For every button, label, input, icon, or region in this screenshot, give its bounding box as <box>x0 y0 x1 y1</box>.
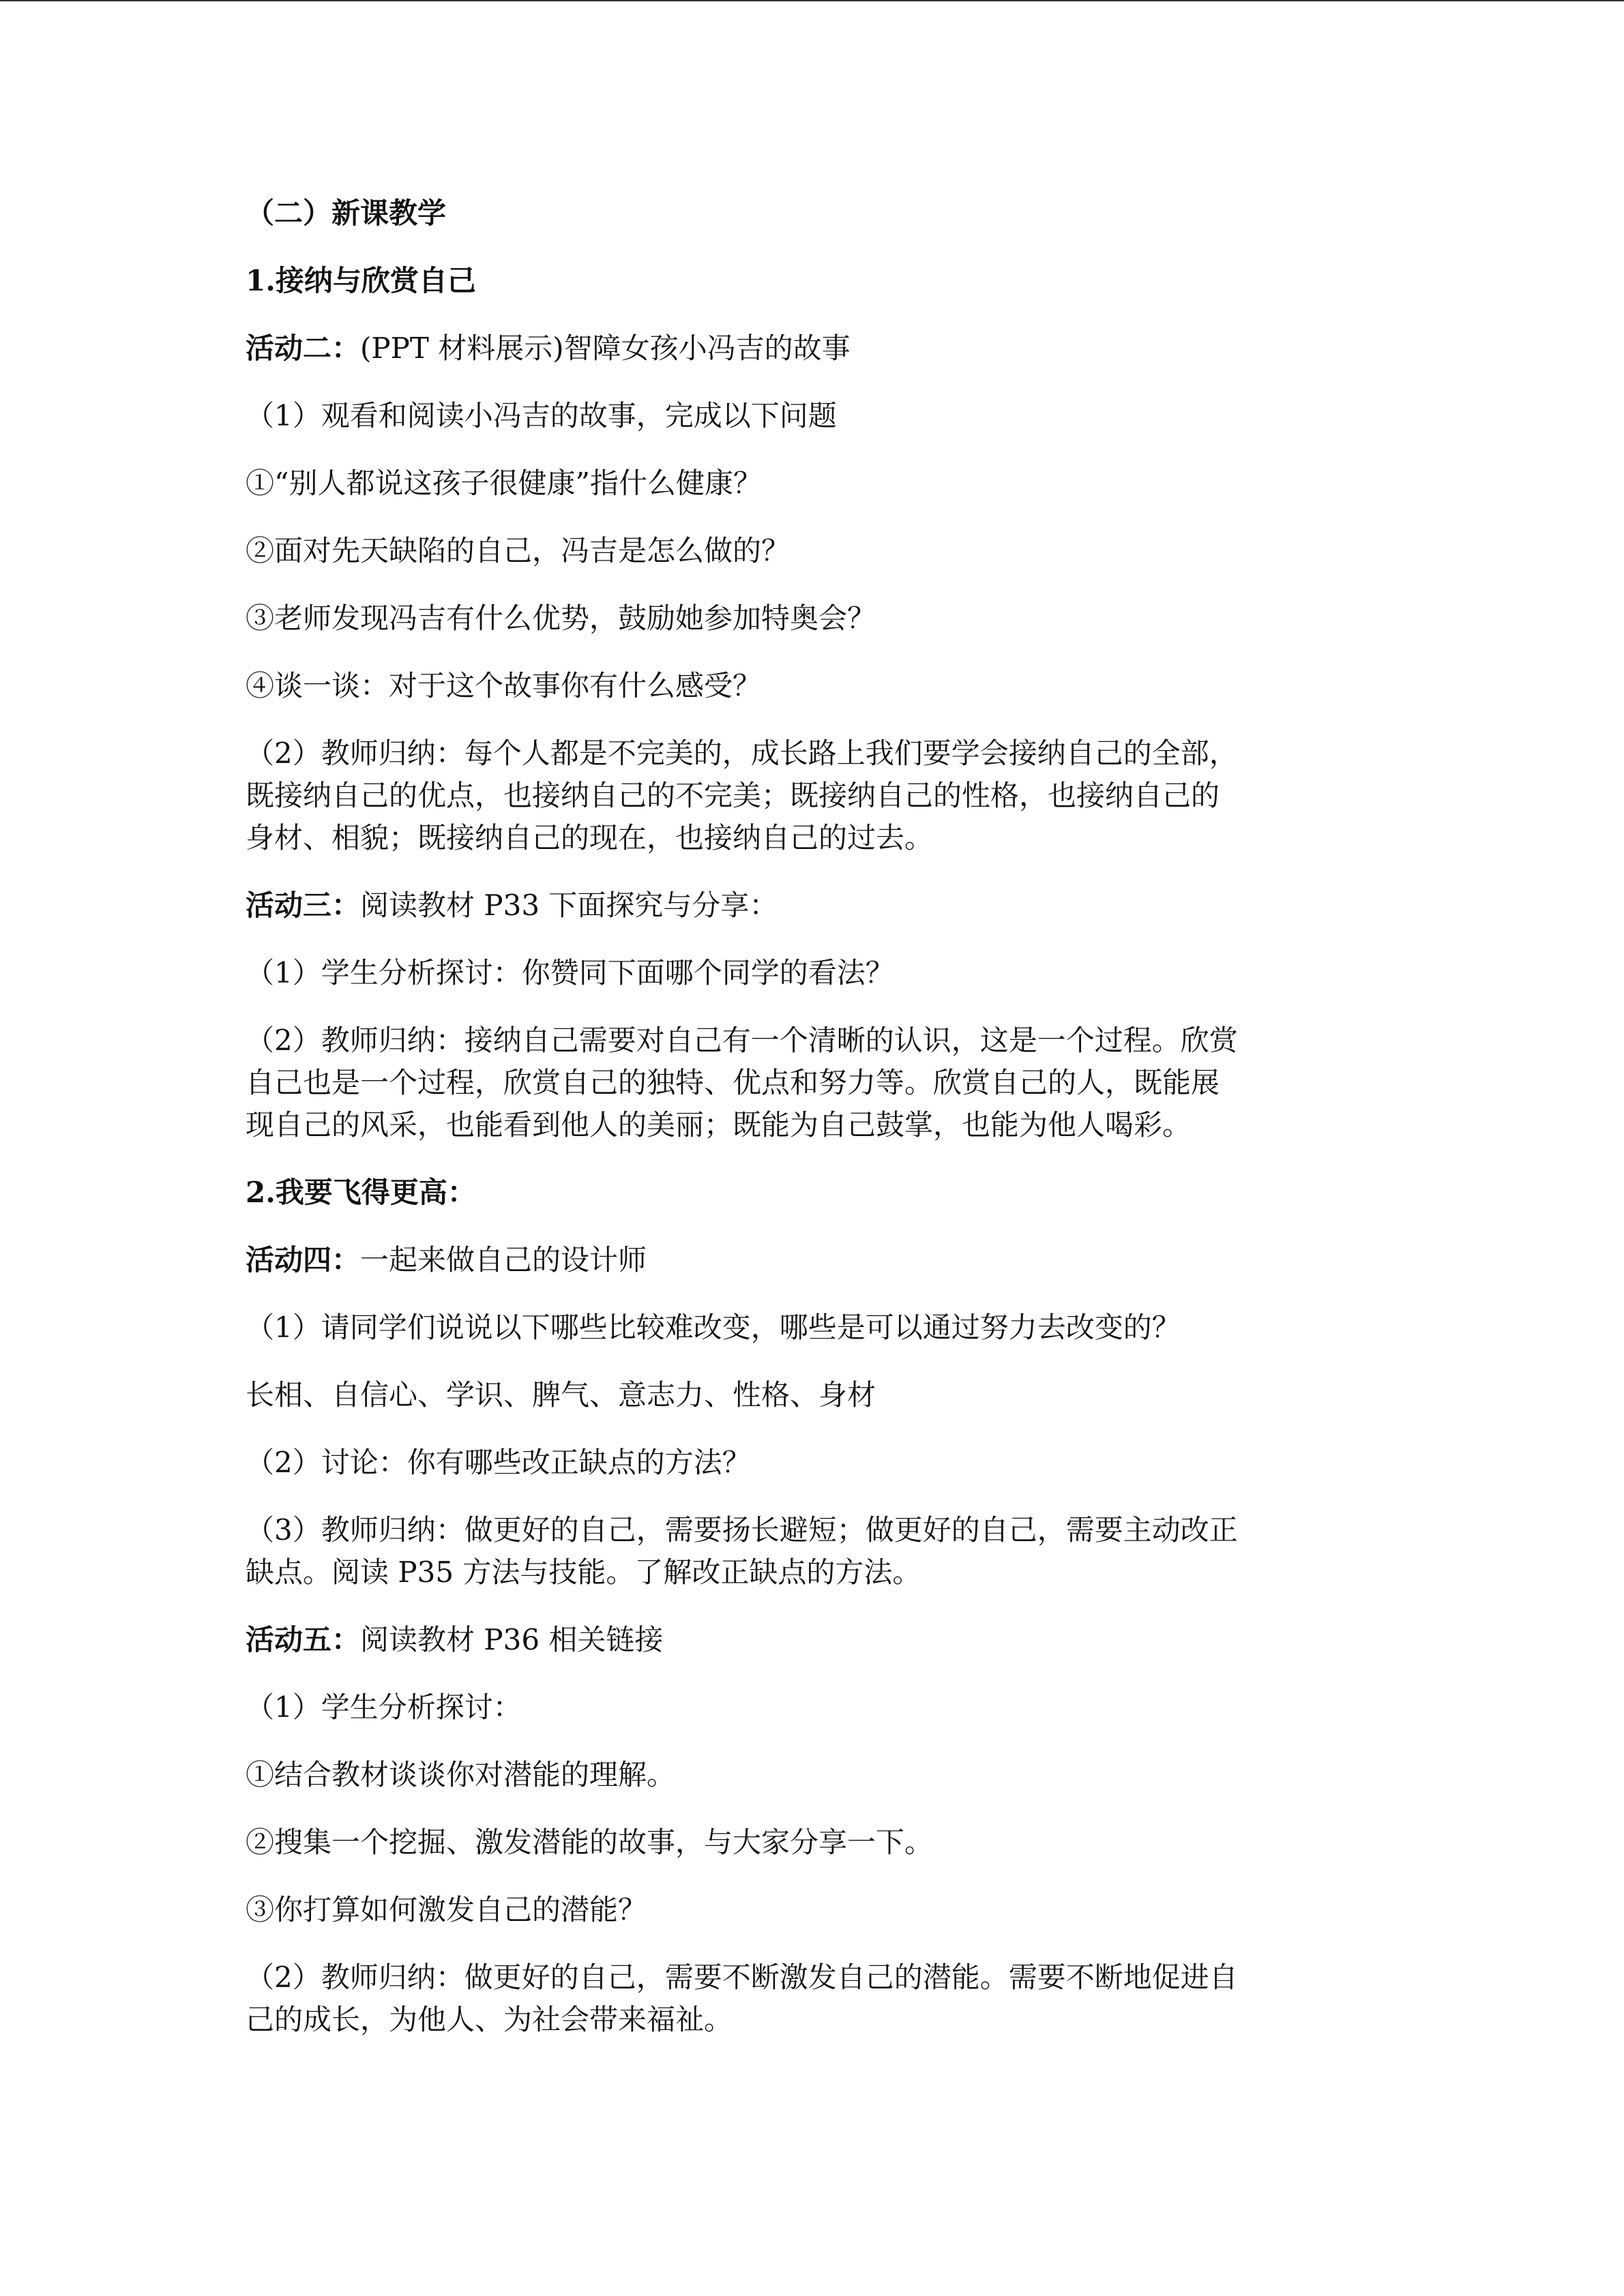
activity2-text: (PPT 材料展示)智障女孩小冯吉的故事 <box>360 331 851 365</box>
activity3-summary <box>246 1019 1378 1146</box>
activity5-summary-line2: 己的成长，为他人、为社会带来福祉。 <box>246 2003 733 2036</box>
activity4-question-2: （2）讨论：你有哪些改正缺点的方法？ <box>246 1446 751 1479</box>
activity5-question-3: ③你打算如何激发自己的潜能？ <box>246 1893 647 1926</box>
activity3-label: 活动三： <box>246 889 361 922</box>
part2-heading: 2.我要飞得更高： <box>246 1176 476 1209</box>
activity5-question-intro: （1）学生分析探讨： <box>246 1690 522 1724</box>
activity4-summary-line1: （3）教师归纳：做更好的自己，需要扬长避短；做更好的自己，需要主动改正 <box>246 1513 1238 1547</box>
activity4-line <box>246 1239 1378 1281</box>
activity2-line <box>246 327 1378 370</box>
activity2-summary-line2: 既接纳自己的优点，也接纳自己的不完美；既接纳自己的性格，也接纳自己的 <box>246 779 1220 812</box>
activity2-summary-line1: （2）教师归纳：每个人都是不完美的，成长路上我们要学会接纳自己的全部， <box>246 736 1238 770</box>
activity5-label: 活动五： <box>246 1623 361 1656</box>
activity2-summary <box>246 732 1378 859</box>
activity4-label: 活动四： <box>246 1243 361 1277</box>
activity5-summary <box>246 1956 1378 2041</box>
activity2-question-intro: （1）观看和阅读小冯吉的故事，完成以下问题 <box>246 399 837 432</box>
activity3-summary-line2: 自己也是一个过程，欣赏自己的独特、优点和努力等。欣赏自己的人，既能展 <box>246 1066 1220 1099</box>
activity4-text: 一起来做自己的设计师 <box>360 1243 647 1277</box>
activity5-summary-line1: （2）教师归纳：做更好的自己，需要不断激发自己的潜能。需要不断地促进自 <box>246 1960 1238 1994</box>
activity4-summary <box>246 1509 1378 1594</box>
activity3-summary-line3: 现自己的风采，也能看到他人的美丽；既能为自己鼓掌，也能为他人喝彩。 <box>246 1108 1192 1142</box>
activity5-question-1: ①结合教材谈谈你对潜能的理解。 <box>246 1758 676 1791</box>
page-top-border <box>0 0 1624 1</box>
activity5-question-2: ②搜集一个挖掘、激发潜能的故事，与大家分享一下。 <box>246 1825 934 1859</box>
document-page <box>246 192 1378 2066</box>
section-title: （二）新课教学 <box>246 196 447 230</box>
activity2-question-3: ③老师发现冯吉有什么优势，鼓励她参加特奥会？ <box>246 601 876 635</box>
part1-heading: 1.接纳与欣赏自己 <box>246 264 476 297</box>
activity2-question-1: ①“别人都说这孩子很健康”指什么健康？ <box>246 466 762 500</box>
activity2-summary-line3: 身材、相貌；既接纳自己的现在，也接纳自己的过去。 <box>246 821 934 854</box>
activity3-text: 阅读教材 P33 下面探究与分享： <box>360 889 778 922</box>
activity2-label: 活动二： <box>246 331 361 365</box>
activity2-question-4: ④谈一谈：对于这个故事你有什么感受？ <box>246 669 762 702</box>
activity2-question-2: ②面对先天缺陷的自己，冯吉是怎么做的？ <box>246 534 791 567</box>
activity3-summary-line1: （2）教师归纳：接纳自己需要对自己有一个清晰的认识，这是一个过程。欣赏 <box>246 1024 1238 1057</box>
activity3-question-1: （1）学生分析探讨：你赞同下面哪个同学的看法？ <box>246 956 894 989</box>
activity4-trait-list: 长相、自信心、学识、脾气、意志力、性格、身材 <box>246 1378 876 1412</box>
activity5-line <box>246 1619 1378 1661</box>
activity4-summary-line2: 缺点。阅读 P35 方法与技能。了解改正缺点的方法。 <box>246 1555 921 1589</box>
activity3-line <box>246 884 1378 927</box>
activity5-text: 阅读教材 P36 相关链接 <box>360 1623 664 1656</box>
activity4-question-1: （1）请同学们说说以下哪些比较难改变，哪些是可以通过努力去改变的？ <box>246 1311 1181 1344</box>
